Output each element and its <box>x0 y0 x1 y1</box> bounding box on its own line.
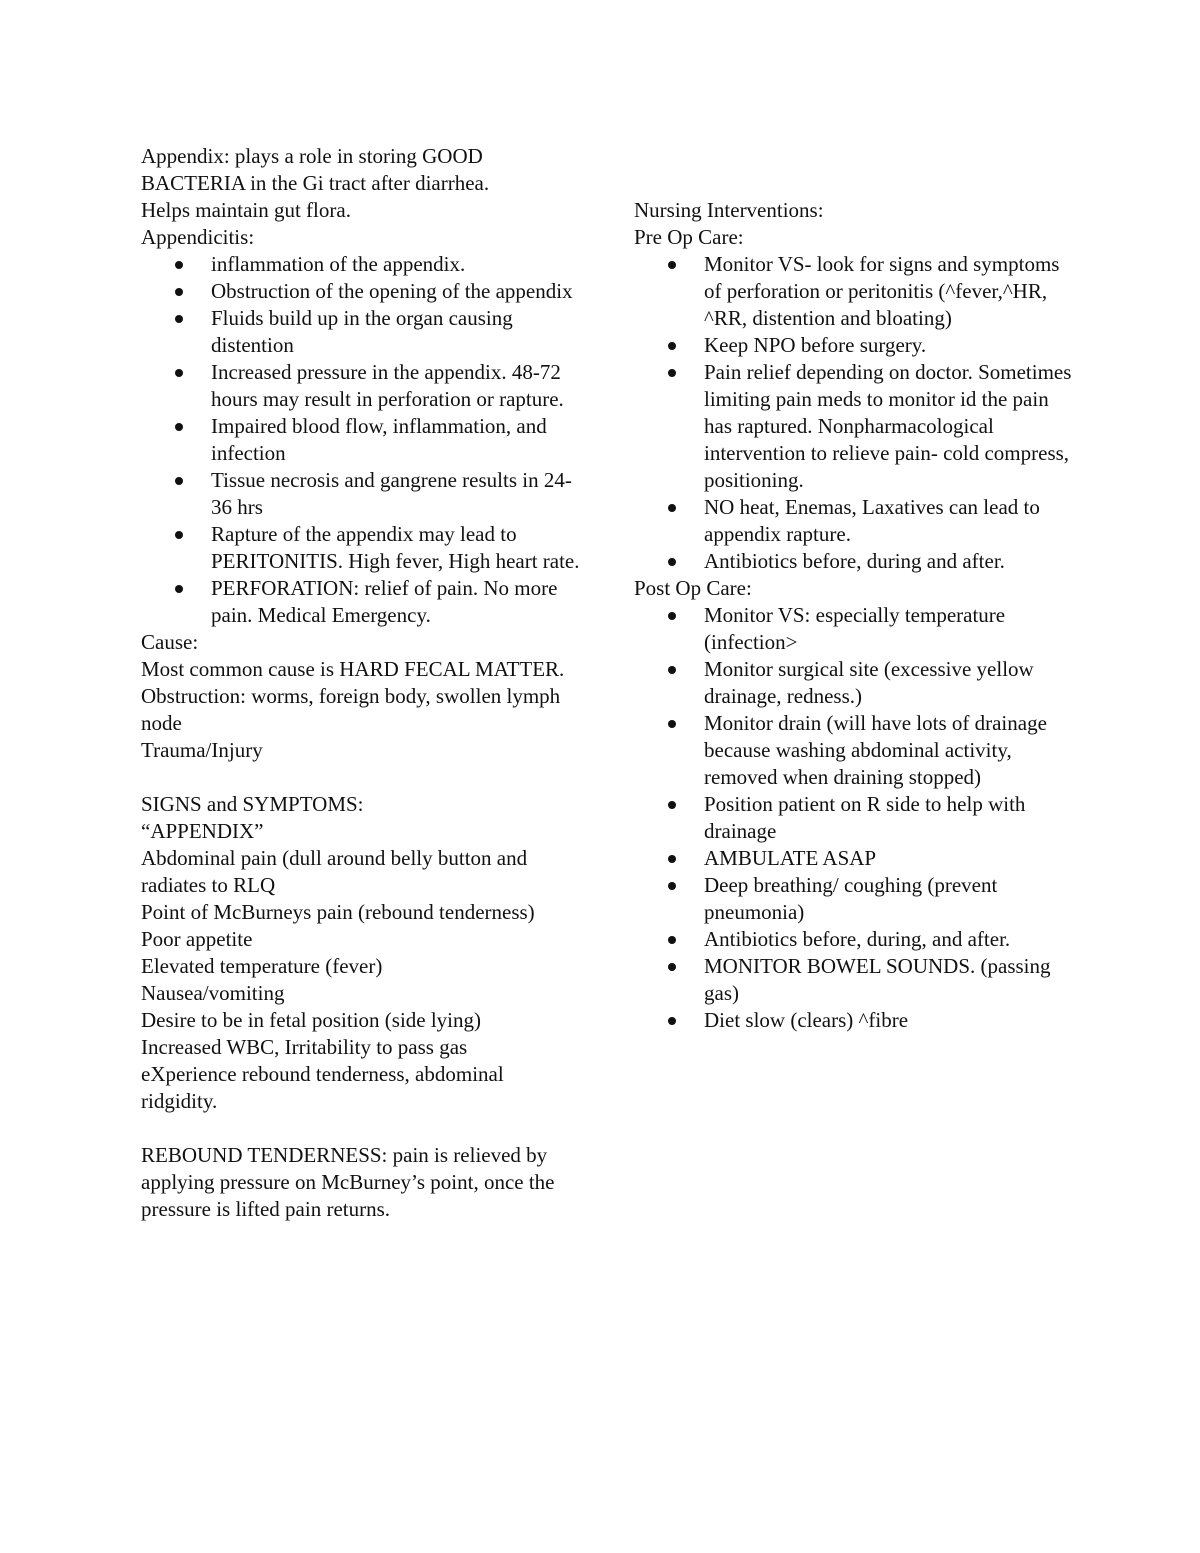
list-item: inflammation of the appendix. <box>141 251 581 278</box>
list-item: AMBULATE ASAP <box>634 845 1074 872</box>
list-item: Tissue necrosis and gangrene results in 24-36 hrs <box>141 467 581 521</box>
signs-line: Nausea/vomiting <box>141 981 285 1005</box>
signs-line: Increased WBC, Irritability to pass gas <box>141 1035 468 1059</box>
gut-flora-line: Helps maintain gut flora. <box>141 198 351 222</box>
list-item: Obstruction of the opening of the appendix <box>141 278 581 305</box>
spacer <box>141 764 581 791</box>
list-item: Impaired blood flow, inflammation, and infection <box>141 413 581 467</box>
rebound-paragraph: REBOUND TENDERNESS: pain is relieved by applying pressure on McBurney’s point, once the pressure is lifted pain returns. <box>141 1143 560 1221</box>
cause-heading: Cause: <box>141 630 199 654</box>
list-item: Diet slow (clears) ^fibre <box>634 1007 1074 1034</box>
list-item: Rapture of the appendix may lead to PERITONITIS. High fever, High heart rate. <box>141 521 581 575</box>
right-column <box>634 197 1074 1034</box>
signs-line: Elevated temperature (fever) <box>141 954 383 978</box>
list-item: Monitor VS: especially temperature (infection> <box>634 602 1074 656</box>
pre-op-heading: Pre Op Care: <box>634 225 744 249</box>
signs-mnemonic: “APPENDIX” <box>141 819 264 843</box>
signs-line: Poor appetite <box>141 927 253 951</box>
list-item: Antibiotics before, during and after. <box>634 548 1074 575</box>
list-item: Keep NPO before surgery. <box>634 332 1074 359</box>
post-op-heading: Post Op Care: <box>634 576 752 600</box>
list-item: Increased pressure in the appendix. 48-72 hours may result in perforation or rapture. <box>141 359 581 413</box>
interventions-heading: Nursing Interventions: <box>634 198 824 222</box>
list-item: NO heat, Enemas, Laxatives can lead to appendix rapture. <box>634 494 1074 548</box>
spacer <box>141 1115 581 1142</box>
list-item: Monitor VS- look for signs and symptoms of perforation or peritonitis (^fever,^HR, ^RR, distention and bloating) <box>634 251 1074 332</box>
cause-line: Trauma/Injury <box>141 738 263 762</box>
appendix-intro: Appendix: plays a role in storing GOOD BACTERIA in the Gi tract after diarrhea. <box>141 144 490 195</box>
list-item: Position patient on R side to help with drainage <box>634 791 1074 845</box>
appendicitis-list <box>141 251 581 629</box>
list-item: MONITOR BOWEL SOUNDS. (passing gas) <box>634 953 1074 1007</box>
list-item: Pain relief depending on doctor. Sometimes limiting pain meds to monitor id the pain has raptured. Nonpharmacological intervention to relieve pain- cold compress, positioning. <box>634 359 1074 494</box>
post-op-list <box>634 602 1074 1034</box>
cause-line: Most common cause is HARD FECAL MATTER. <box>141 657 565 681</box>
list-item: Fluids build up in the organ causing distention <box>141 305 581 359</box>
signs-line: Desire to be in fetal position (side lying) <box>141 1008 482 1032</box>
list-item: Antibiotics before, during, and after. <box>634 926 1074 953</box>
signs-line: Point of McBurneys pain (rebound tenderness) <box>141 900 535 924</box>
left-column <box>141 143 581 1223</box>
pre-op-list <box>634 251 1074 575</box>
signs-line: Abdominal pain (dull around belly button and radiates to RLQ <box>141 846 533 897</box>
signs-heading: SIGNS and SYMPTOMS: <box>141 792 364 816</box>
appendicitis-heading: Appendicitis: <box>141 225 255 249</box>
list-item: Monitor drain (will have lots of drainage because washing abdominal activity, removed when draining stopped) <box>634 710 1074 791</box>
signs-line: eXperience rebound tenderness, abdominal ridgidity. <box>141 1062 509 1113</box>
list-item: Deep breathing/ coughing (prevent pneumonia) <box>634 872 1074 926</box>
list-item: PERFORATION: relief of pain. No more pain. Medical Emergency. <box>141 575 581 629</box>
list-item: Monitor surgical site (excessive yellow drainage, redness.) <box>634 656 1074 710</box>
cause-line: Obstruction: worms, foreign body, swollen lymph node <box>141 684 566 735</box>
